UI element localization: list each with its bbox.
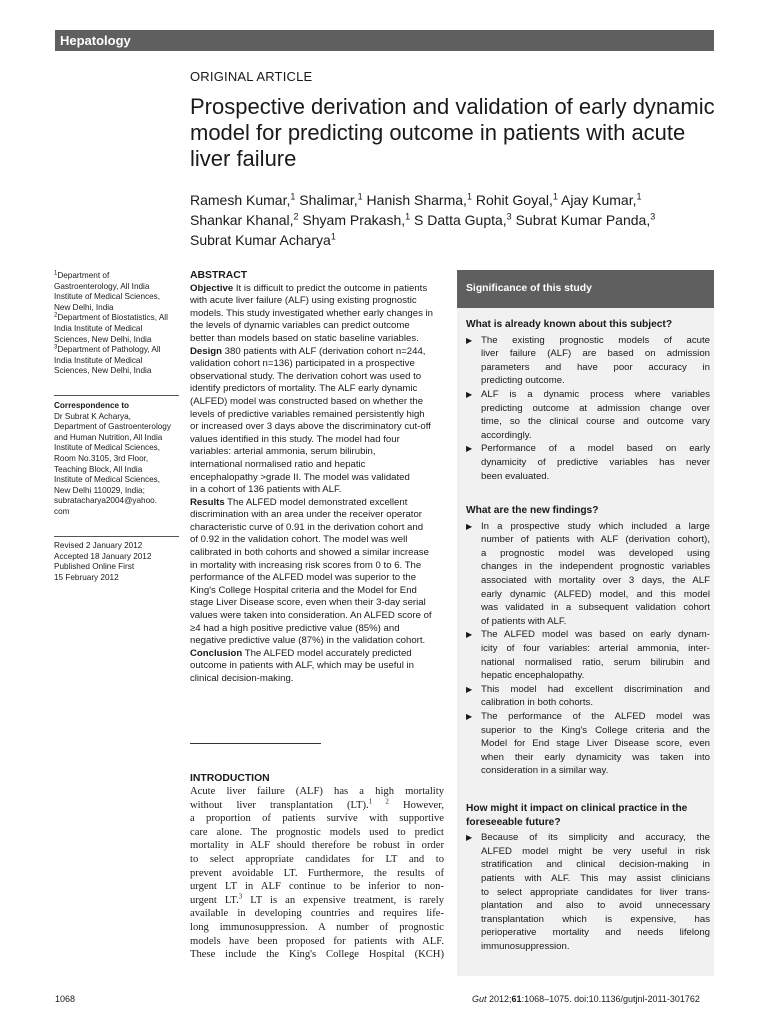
abstract-text: or increased over 3 days above the discriminatory cut-off (190, 421, 431, 433)
abstract-line (190, 434, 444, 447)
affiliation-mark: 2 (54, 312, 58, 319)
citation-ref[interactable]: 3 (238, 892, 243, 901)
introduction-heading: INTRODUCTION (190, 773, 270, 784)
correspondence-line: Institute of Medical Sciences, (54, 443, 161, 453)
abstract-line (190, 522, 444, 535)
abstract-text: values were taken into consideration. An ALFED score of (190, 610, 432, 622)
list-item-line: accordingly. (481, 429, 532, 441)
author-affiliation-mark: 1 (357, 191, 363, 202)
body-text: urgent LT. (190, 894, 239, 906)
question-line: What is already known about this subject? (466, 319, 673, 330)
section-label: Hepatology (60, 33, 131, 48)
list-item-line: hepatic encephalopathy. (481, 670, 585, 682)
abstract-text: better than models based on static baseline variables. (190, 332, 419, 344)
significance-list-item (466, 628, 710, 682)
history-line: Published Online First (54, 562, 135, 572)
affiliation-line: Sciences, New Delhi, India (54, 334, 152, 344)
affiliation-line: Sciences, New Delhi, India (54, 366, 152, 376)
author-name: Rohit Goyal, (471, 192, 553, 208)
abstract-line (190, 371, 444, 384)
abstract-text: (ALFED) model was constructed based on whether the (190, 395, 424, 407)
list-item-line: consideration in a similar way. (481, 765, 609, 777)
abstract-text: characteristic curve of 0.91 in the derivation cohort and (190, 521, 424, 533)
abstract-line (190, 547, 444, 560)
question-line: How might it impact on clinical practice in the (466, 803, 688, 814)
article-type: ORIGINAL ARTICLE (190, 69, 313, 84)
citation-year: 2012; (486, 994, 512, 1004)
abstract-line (190, 383, 444, 396)
bullet-arrow-icon: ▶ (466, 630, 473, 640)
author-list (190, 190, 718, 250)
abstract-line (190, 484, 444, 497)
list-item-line: early dynamic (ALFED) model, and this model (481, 588, 710, 600)
abstract-text: The ALFED model accurately predicted (242, 647, 412, 659)
citation-doi[interactable]: :1068–1075. doi:10.1136/gutjnl-2011-301762 (521, 994, 700, 1004)
body-line: to select appropriate candidates for LT and to (190, 853, 444, 865)
history-line: Accepted 18 January 2012 (54, 551, 152, 561)
affiliation-line (54, 313, 179, 324)
body-line: urgent LT in ALF continue to be inferior to non- (190, 881, 444, 893)
question-line: foreseeable future? (466, 816, 561, 828)
bullet-arrow-icon: ▶ (466, 444, 473, 454)
abstract-line (190, 446, 444, 459)
significance-list-item (466, 831, 710, 953)
abstract-body (190, 283, 444, 686)
page-number: 1068 (55, 994, 76, 1004)
significance-box-title: Significance of this study (466, 283, 592, 294)
list-item-line: of patients with ALF. (481, 615, 567, 627)
bullet-arrow-icon: ▶ (466, 521, 473, 531)
list-item-line: time, so the clinical course and outcome vary (481, 416, 710, 428)
abstract-line (190, 635, 444, 648)
abstract-line (190, 346, 444, 359)
abstract-line (190, 333, 444, 346)
abstract-line (190, 585, 444, 598)
abstract-heading: ABSTRACT (190, 270, 248, 281)
correspondence (54, 401, 179, 518)
author-line (190, 190, 718, 210)
abstract-line (190, 509, 444, 522)
abstract-line (190, 534, 444, 547)
abstract-text: in a cohort of 136 patients with ALF. (190, 484, 342, 496)
significance-list (466, 334, 710, 484)
list-item-line: parameters and have poor accuracy in (481, 361, 710, 373)
affiliation-mark: 1 (54, 270, 58, 277)
abstract-line (190, 308, 444, 321)
affiliations (54, 271, 179, 377)
significance-list (466, 831, 710, 953)
abstract-line (190, 610, 444, 623)
body-text: LT is an expensive treatment, is rarely (242, 894, 445, 906)
bullet-arrow-icon: ▶ (466, 335, 473, 345)
list-item-line: dynamicity of predictive variables has never (481, 456, 710, 468)
sidebar-divider (54, 536, 179, 537)
body-line: care alone. The prognostic models used to predict (190, 826, 444, 838)
abstract-text: King's College Hospital criteria and the Model for End (190, 584, 417, 596)
title-line: liver failure (190, 146, 297, 171)
abstract-line (190, 560, 444, 573)
abstract-text: observational study. The derivation cohort was used to (190, 370, 422, 382)
abstract-text: It is difficult to predict the outcome in patients (233, 282, 428, 294)
author-affiliation-mark: 1 (466, 191, 472, 202)
abstract-text: levels of predictive variables remained persistently high (190, 408, 425, 420)
abstract-text: performance of the ALFED model was superior to the (190, 572, 417, 584)
body-text: However, (388, 799, 444, 811)
abstract-text: validation cohort n=136) participated in a prospective (190, 358, 415, 370)
significance-list-item (466, 710, 710, 778)
author-affiliation-mark: 2 (293, 211, 299, 222)
affiliation-line: Institute of Medical Sciences, (54, 292, 161, 302)
abstract-section-label: Conclusion (190, 647, 243, 659)
abstract-line (190, 320, 444, 333)
body-line: a proportion of patients survive with supportive (190, 813, 444, 825)
abstract-line (190, 472, 444, 485)
author-affiliation-mark: 1 (552, 191, 558, 202)
abstract-divider (190, 743, 321, 744)
author-name: Subrat Kumar Acharya (190, 232, 331, 248)
bullet-arrow-icon: ▶ (466, 389, 473, 399)
affiliation-text: Department of Biostatistics, All (57, 313, 168, 323)
affiliation-line: Gastroenterology, All India (54, 281, 150, 291)
abstract-text: in mortality with increasing risk scores from 0 to 6. The (190, 559, 422, 571)
abstract-line (190, 673, 444, 686)
list-item-line: perioperative mortality and needs lifelong (481, 927, 710, 939)
publication-history (54, 541, 179, 583)
list-item-line: ALFED model might be very useful in risk (481, 845, 710, 857)
list-item-line: a prognostic model was developed using (481, 547, 710, 559)
abstract-text: the levels of dynamic variables can predict outcome (190, 320, 410, 332)
introduction-body (190, 785, 444, 962)
title-line: model for predicting outcome in patients with acute (190, 120, 686, 145)
abstract-text: stage Liver Disease score, even when their 3-day serial (190, 597, 426, 609)
affiliation-line: New Delhi, India (54, 302, 114, 312)
significance-list-item (466, 683, 710, 710)
list-item-line: liver failure (ALF) are based on admission (481, 348, 710, 360)
title-line: Prospective derivation and validation of early dynamic (190, 94, 715, 119)
correspondence-line: Department of Gastroenterology (54, 422, 171, 432)
abstract-text: outcome in patients with ALF, which may be useful in (190, 660, 414, 672)
abstract-text: variables: arterial ammonia, serum bilirubin, (190, 446, 376, 458)
abstract-text: The ALFED model demonstrated excellent (224, 496, 408, 508)
significance-list-item (466, 520, 710, 629)
list-item-line: icity of four variables: arterial ammonia, inter- (481, 642, 710, 654)
significance-box-header (457, 270, 714, 308)
list-item-line: predicting outcome. (481, 375, 565, 387)
journal-name: Gut (472, 994, 487, 1004)
body-line (190, 799, 444, 813)
author-affiliation-mark: 1 (405, 211, 411, 222)
affiliation-mark: 3 (54, 344, 58, 351)
bullet-arrow-icon: ▶ (466, 833, 473, 843)
author-line (190, 210, 718, 230)
list-item-line: This model had excellent discrimination and (481, 683, 710, 695)
history-line: Revised 2 January 2012 (54, 541, 143, 550)
significance-question (466, 802, 710, 829)
significance-list-item (466, 388, 710, 442)
citation-ref[interactable]: 1 2 (368, 797, 389, 806)
correspondence-line: New Delhi 110029, India; (54, 485, 145, 495)
list-item-line: immunosuppression. (481, 940, 570, 952)
list-item-line: Because of its simplicity and accuracy, the (481, 832, 710, 844)
correspondence-line: Dr Subrat K Acharya, (54, 411, 131, 421)
history-line: 15 February 2012 (54, 572, 119, 582)
question-line: What are the new findings? (466, 505, 599, 516)
correspondence-line: Teaching Block, All India (54, 464, 143, 474)
author-affiliation-mark: 1 (330, 231, 336, 242)
list-item-line: Model for End stage Liver Disease score, even (481, 738, 710, 750)
abstract-line (190, 497, 444, 510)
abstract-section-label: Results (190, 496, 225, 508)
author-name: Shankar Khanal, (190, 212, 294, 228)
abstract-line (190, 409, 444, 422)
body-line: mortality in ALF should therefore be robust in order (190, 840, 444, 852)
list-item-line: ALF is a dynamic process where variables (481, 388, 710, 400)
abstract-text: clinical decision-making. (190, 673, 294, 684)
affiliation-text: Department of Pathology, All (57, 345, 161, 355)
list-item-line: predicting outcome at admission change over (481, 402, 710, 414)
list-item-line: plantation and also to avoid unnecessary (481, 900, 710, 912)
list-item-line: national normalised ratio, serum bilirubin and (481, 656, 710, 668)
author-name: Shalimar, (295, 192, 358, 208)
list-item-line: to select appropriate candidates for liver trans- (481, 886, 710, 898)
list-item-line: The performance of the ALFED model was (481, 710, 710, 722)
author-name: S Datta Gupta, (410, 212, 507, 228)
abstract-text: of 0.92 in the validation cohort. The model was well (190, 534, 408, 546)
list-item-line: calibration in both cohorts. (481, 697, 593, 709)
significance-question (466, 318, 710, 332)
abstract-line (190, 459, 444, 472)
abstract-text: values identified in this study. The model had four (190, 433, 400, 445)
sidebar-divider (54, 395, 179, 396)
abstract-text: calibrated in both cohorts and showed a similar increase (190, 547, 429, 559)
list-item-line: transplantation which is expensive, has (481, 913, 710, 925)
list-item-line: changes in the independent prognostic variables (481, 561, 710, 573)
abstract-line (190, 572, 444, 585)
bullet-arrow-icon: ▶ (466, 684, 473, 694)
body-line: long immunosuppression. A number of prognostic (190, 921, 444, 933)
abstract-text: discrimination with an area under the receiver operator (190, 509, 422, 521)
list-item-line: patients with ALF. This may assist clinicians (481, 872, 710, 884)
section-bar (55, 30, 714, 51)
author-affiliation-mark: 3 (506, 211, 512, 222)
body-line: These include the King's College Hospital (KCH) (190, 949, 444, 961)
citation-volume: 61 (511, 994, 522, 1004)
author-name: Hanish Sharma, (362, 192, 467, 208)
correspondence-line: and Human Nutrition, All India (54, 432, 163, 442)
correspondence-email[interactable]: com (54, 506, 70, 516)
list-item-line: been evaluated. (481, 470, 550, 482)
significance-list-item (466, 334, 710, 388)
bullet-arrow-icon: ▶ (466, 711, 473, 721)
author-affiliation-mark: 1 (636, 191, 642, 202)
affiliation-line: India Institute of Medical (54, 355, 143, 365)
affiliation-line: India Institute of Medical (54, 323, 143, 333)
abstract-line (190, 283, 444, 296)
abstract-text: 380 patients with ALF (derivation cohort n=244, (222, 345, 426, 357)
abstract-line (190, 358, 444, 371)
abstract-line (190, 623, 444, 636)
body-line: models have been proposed for patients with ALF. (190, 935, 444, 947)
abstract-text: models. This study investigated whether early changes in (190, 307, 433, 319)
body-line (190, 894, 444, 908)
author-affiliation-mark: 3 (650, 211, 656, 222)
abstract-text: negative predictive value (87%) in the validation cohort. (190, 635, 426, 647)
affiliation-text: Department of (57, 271, 110, 280)
list-item-line: superior to the King's College criteria and the (481, 724, 710, 736)
abstract-line (190, 660, 444, 673)
significance-question (466, 504, 710, 518)
significance-list-item (466, 442, 710, 483)
abstract-text: international normalised ratio and hepatic (190, 458, 366, 470)
author-name: Shyam Prakash, (298, 212, 406, 228)
list-item-line: number of patients with ALF (derivation cohort), (481, 534, 710, 546)
correspondence-email[interactable]: subratacharya2004@yahoo. (54, 496, 157, 506)
correspondence-heading: Correspondence to (54, 401, 130, 410)
list-item-line: Performance of a model based on early (481, 443, 710, 455)
body-line: available in developing countries and requires life- (190, 908, 444, 920)
abstract-section-label: Design (190, 345, 222, 357)
author-name: Subrat Kumar Panda, (511, 212, 651, 228)
list-item-line: The ALFED model was based on early dynam- (481, 629, 710, 641)
journal-citation (472, 994, 700, 1004)
significance-list (466, 520, 710, 778)
article-title (190, 94, 718, 172)
abstract-line (190, 597, 444, 610)
affiliation-line (54, 271, 179, 282)
list-item-line: In a prospective study which included a large (481, 520, 710, 532)
abstract-section-label: Objective (190, 282, 234, 294)
abstract-line (190, 396, 444, 409)
abstract-text: identify predictors of mortality. The ALF early dynamic (190, 383, 418, 395)
abstract-text: encephalopathy >grade II. The model was validated (190, 471, 410, 483)
author-name: Ajay Kumar, (557, 192, 637, 208)
abstract-text: ≥4 had a high positive predictive value (85%) and (190, 622, 400, 634)
affiliation-line (54, 345, 179, 356)
correspondence-line: Institute of Medical Sciences, (54, 475, 161, 485)
body-text: without liver transplantation (LT). (190, 799, 369, 811)
abstract-line (190, 421, 444, 434)
list-item-line: when their early dynamicity was taken into (481, 751, 710, 763)
body-line: Acute liver failure (ALF) has a high mortality (190, 786, 444, 797)
abstract-text: with acute liver failure (ALF) using existing prognostic (190, 295, 417, 307)
list-item-line: was validated in a subsequent validation cohort (481, 602, 710, 614)
list-item-line: stratification and clinical decision-making in (481, 859, 710, 871)
list-item-line: associated with mortality over 3 days, the ALF (481, 574, 710, 586)
author-line (190, 230, 718, 250)
author-name: Ramesh Kumar, (190, 192, 291, 208)
body-line: prevent avoidable LT. Furthermore, the results of (190, 867, 444, 879)
abstract-line (190, 648, 444, 661)
author-affiliation-mark: 1 (290, 191, 296, 202)
correspondence-line: Room No.3105, 3rd Floor, (54, 453, 149, 463)
abstract (190, 270, 444, 686)
abstract-line (190, 295, 444, 308)
list-item-line: The existing prognostic models of acute (481, 334, 710, 346)
